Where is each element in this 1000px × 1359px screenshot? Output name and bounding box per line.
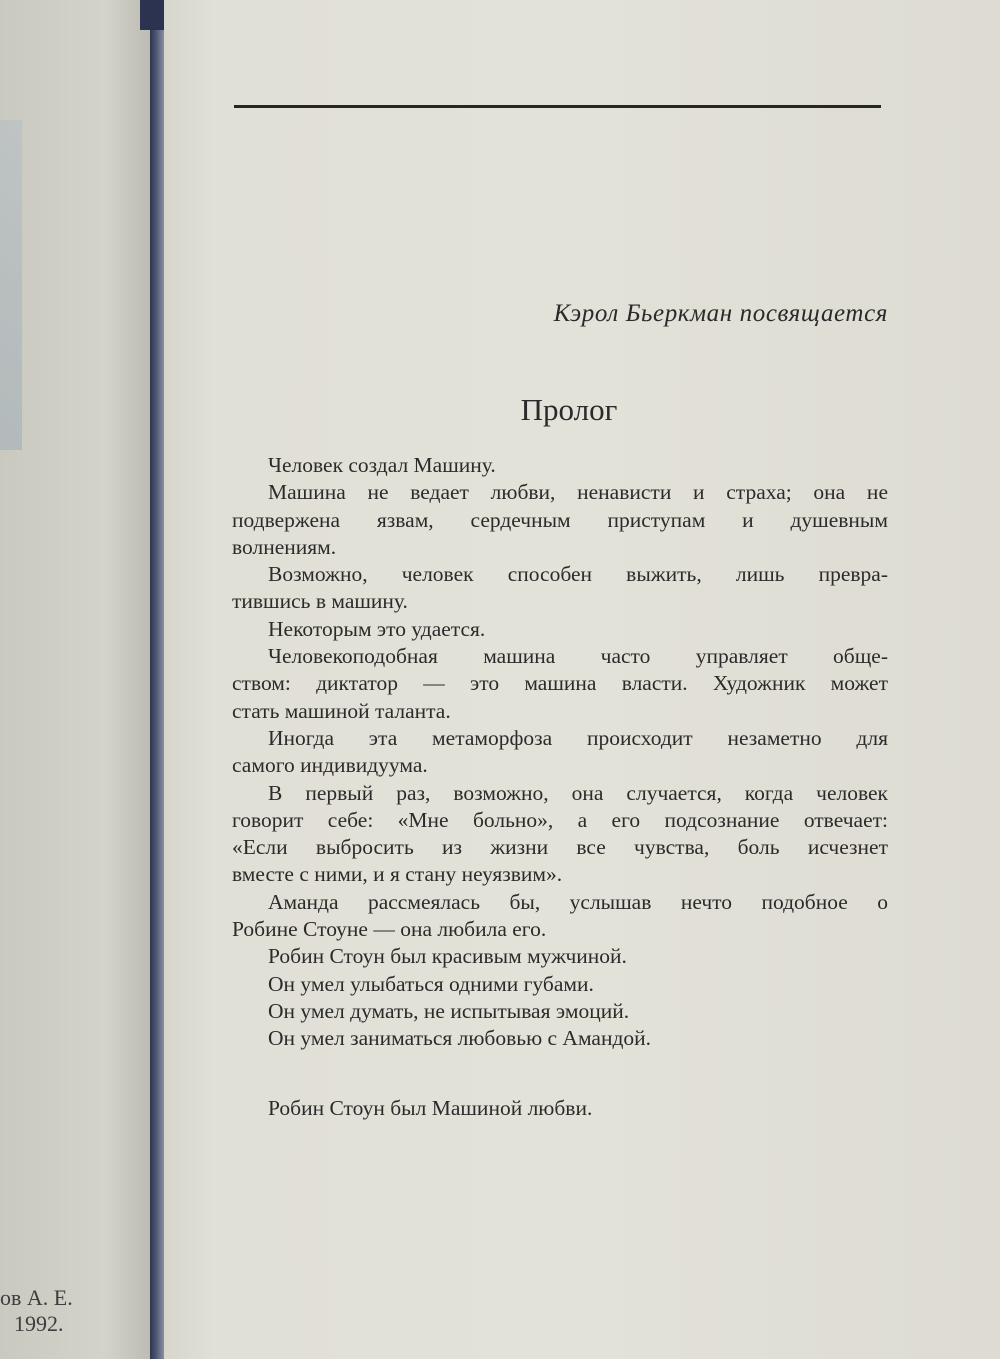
text-line: говорит себе: «Мне больно», а его подсознание отвечает: — [232, 807, 888, 832]
text-line: Робин Стоун был красивым мужчиной. — [268, 944, 627, 969]
imprint-line-2: 1992. — [14, 1311, 64, 1336]
cover-illustration-fragment — [0, 120, 22, 450]
text-line: Человек создал Машину. — [268, 453, 496, 477]
text-line: Он умел думать, не испытывая эмоций. — [268, 998, 630, 1023]
text-line: «Если выбросить из жизни все чувства, боль исчезнет — [232, 835, 888, 860]
dedication: Кэрол Бьеркман посвящается — [553, 300, 888, 327]
left-page-imprint — [0, 1285, 110, 1337]
text-line: Робине Стоуне — она любила его. — [232, 917, 547, 942]
prologue-title: Пролог — [520, 392, 618, 427]
text-line: В первый раз, возможно, она случается, когда человек — [268, 780, 888, 805]
text-line: самого индивидуума. — [232, 753, 428, 778]
text-line: Он умел улыбаться одними губами. — [268, 971, 594, 996]
text-line: Он умел заниматься любовью с Амандой. — [268, 1026, 652, 1051]
text-line: волнениям. — [232, 534, 337, 559]
closing-line: Робин Стоун был Машиной любви. — [268, 1095, 593, 1120]
top-rule — [234, 105, 881, 108]
right-page — [164, 0, 1000, 1359]
text-line: Человекоподобная машина часто управляет обще- — [268, 644, 888, 669]
text-line: стать машиной таланта. — [232, 698, 451, 723]
text-line: Возможно, человек способен выжить, лишь превра- — [268, 562, 888, 587]
left-page — [0, 0, 150, 1359]
text-line: Аманда рассмеялась бы, услышав нечто подобное о — [268, 889, 888, 914]
text-line: вместе с ними, и я стану неуязвим». — [232, 862, 563, 887]
book-spine — [150, 0, 164, 1359]
text-line: ством: диктатор — это машина власти. Художник может — [232, 671, 888, 696]
text-line: подвержена язвам, сердечным приступам и душевным — [232, 507, 888, 532]
text-line: Иногда эта метаморфоза происходит незаметно для — [268, 725, 888, 750]
paragraph-gap — [232, 1053, 888, 1095]
imprint-line-1: ов А. Е. — [0, 1285, 73, 1310]
text-line: тившись в машину. — [232, 589, 408, 614]
text-line: Некоторым это удается. — [268, 616, 486, 641]
text-line: Машина не ведает любви, ненависти и страха; она не — [268, 480, 888, 505]
prologue-body — [232, 452, 888, 1122]
